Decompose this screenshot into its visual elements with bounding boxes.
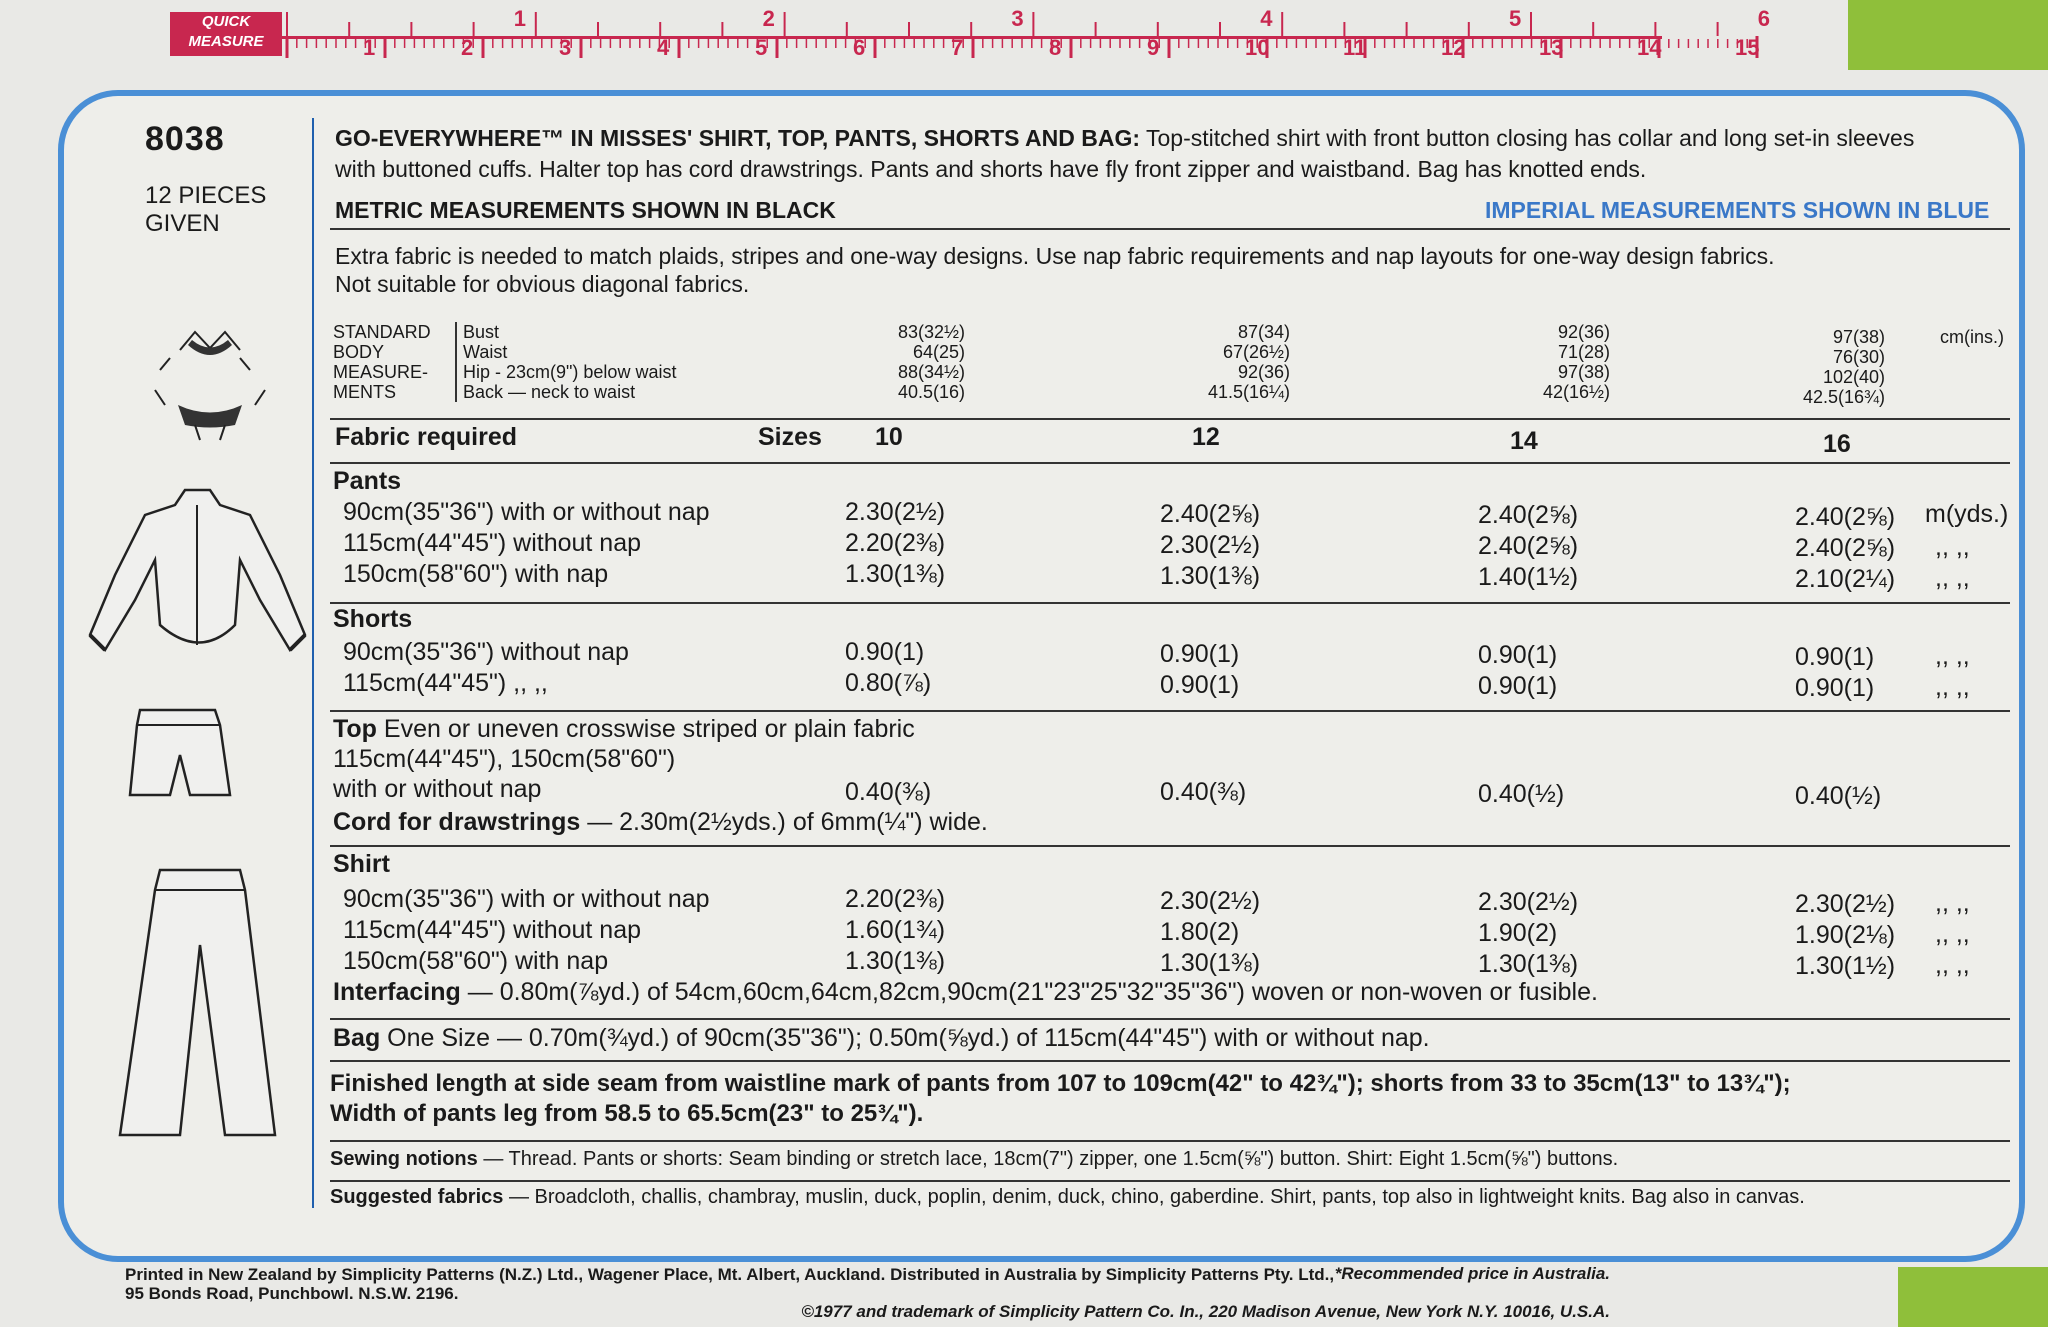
rule (330, 1060, 2010, 1062)
shirt-value: 1.80(2) (1160, 917, 1240, 946)
shorts-value: 0.90(1) (1478, 672, 1558, 700)
bm-value: 67(26½) (1222, 342, 1290, 362)
shirt-value: 1.30(1⅜) (845, 947, 946, 975)
shirt-ditto: ,, ,, (1935, 889, 1970, 917)
top-value-16: 0.40(½) (1795, 782, 1882, 810)
cord-line (333, 808, 988, 837)
shorts-value: 0.80(⅞) (845, 669, 932, 697)
bm-size16 (1760, 327, 1885, 407)
description (335, 125, 1914, 152)
imperial-note: IMPERIAL MEASUREMENTS SHOWN IN BLUE (1485, 197, 1990, 223)
pants-value: 2.10(2¼) (1795, 564, 1896, 593)
size-10-header: 10 (875, 423, 903, 451)
shorts-ditto: ,, ,, (1935, 673, 1970, 701)
pants-value: 2.30(2½) (845, 498, 946, 526)
interfacing-label: Interfacing (333, 978, 461, 1006)
body-measurement-rows (455, 322, 676, 402)
ruler-cm-number: 15 (1735, 35, 1760, 60)
bm-row-waist: Waist (463, 342, 508, 362)
metric-note: METRIC MEASUREMENTS SHOWN IN BLACK (335, 197, 836, 223)
notions-line (330, 1148, 1618, 1171)
ruler-inch-number: 4 (1260, 6, 1273, 31)
interfacing-line (333, 978, 1598, 1007)
pants-ditto: ,, ,, (1935, 533, 1970, 561)
shirt-title: Shirt (333, 850, 390, 878)
ruler-cm-number: 12 (1441, 35, 1466, 60)
shorts-value: 0.90(1) (1160, 670, 1240, 699)
pattern-title: GO-EVERYWHERE™ IN MISSES' SHIRT, TOP, PANTS, SHORTS AND BAG: (335, 125, 1141, 151)
shirt-value: 1.30(1½) (1795, 951, 1896, 980)
shirt-value: 2.20(2⅜) (845, 885, 946, 913)
ruler-cm-number: 6 (853, 35, 866, 60)
bm-value: 102(40) (1822, 367, 1885, 387)
top-title: Top (333, 715, 377, 743)
top-desc: Even or uneven crosswise striped or plain fabric (376, 715, 915, 743)
shorts-value: 0.90(1) (1478, 641, 1558, 669)
shorts-row-label: 90cm(35"36") without nap (343, 638, 629, 666)
pants-row-label: 115cm(44"45") without nap (343, 529, 642, 557)
divider-line (312, 118, 314, 1208)
shirt-row-label: 150cm(58"60") with nap (343, 947, 609, 975)
bm-value: 42.5(16¾) (1802, 387, 1885, 407)
ruler-cm-number: 14 (1637, 35, 1662, 60)
top-value-14: 0.40(½) (1478, 780, 1565, 808)
top-value-12: 0.40(⅜) (1160, 778, 1247, 806)
recommended-price: *Recommended price in Australia. (1334, 1264, 1610, 1283)
bm-label-3: MEASURE- (333, 362, 429, 382)
shirt-illustration (85, 485, 315, 665)
bag-title: Bag (333, 1024, 381, 1052)
ruler-inch-number: 1 (513, 6, 527, 31)
printer-line2: 95 Bonds Road, Punchbowl. N.S.W. 2196. (125, 1284, 459, 1303)
body-measurements-label (333, 322, 431, 402)
shirt-row-label: 90cm(35"36") with or without nap (343, 885, 710, 913)
notions-desc: — Thread. Pants or shorts: Seam binding or stretch lace, 18cm(7") zipper, one 1.5cm(⅝") button. Shirt: Eight 1.5cm(⅝") buttons. (477, 1148, 1619, 1170)
bm-value: 92(36) (1237, 362, 1290, 382)
ruler-cm-number: 2 (461, 35, 474, 60)
ruler-inch-number: 3 (1011, 6, 1024, 31)
shirt-value: 2.30(2½) (1478, 888, 1579, 916)
pants-value: 2.40(2⅝) (1160, 499, 1261, 528)
pants-value: 1.30(1⅜) (1160, 561, 1261, 590)
shirt-value: 1.30(1⅜) (1160, 948, 1261, 977)
ruler-cm-number: 4 (657, 35, 670, 60)
rule (330, 462, 2010, 464)
ruler-cm-number: 9 (1147, 35, 1160, 60)
bm-unit: cm(ins.) (1940, 327, 2004, 347)
pants-value: 2.20(2⅜) (845, 529, 946, 557)
ruler-badge (170, 12, 282, 56)
bm-value: 40.5(16) (897, 382, 965, 402)
shirt-value: 1.60(1¾) (845, 916, 946, 944)
bm-value: 92(36) (1557, 322, 1610, 342)
rule (330, 845, 2010, 847)
rule (330, 710, 2010, 712)
top-nap: with or without nap (333, 775, 542, 803)
size-12-header: 12 (1192, 423, 1220, 451)
notions-label: Sewing notions (330, 1148, 478, 1170)
ruler-inch-number: 2 (762, 6, 775, 31)
size-16-header: 16 (1823, 430, 1851, 458)
bm-value: 42(16½) (1542, 382, 1610, 402)
cord-desc: — 2.30m(2½yds.) of 6mm(¼") wide. (580, 808, 988, 836)
cord-label: Cord for drawstrings (333, 808, 581, 836)
top-heading (333, 715, 915, 744)
fabrics-line (330, 1186, 1805, 1209)
quick-measure-ruler (170, 8, 1770, 58)
size-14-header: 14 (1510, 427, 1538, 455)
fabrics-desc: — Broadcloth, challis, chambray, muslin, duck, poplin, denim, duck, chino, gaberdine. Shirt, pants, top also in lightweight knits. Bag also in canvas. (503, 1186, 1805, 1208)
pants-value: 2.40(2⅝) (1795, 502, 1896, 531)
bm-size10 (845, 322, 965, 402)
pants-row-label: 90cm(35"36") with or without nap (343, 498, 710, 526)
bm-row-back: Back — neck to waist (463, 382, 636, 402)
pants-value: 2.30(2½) (1160, 530, 1261, 559)
bm-row-bust: Bust (463, 322, 500, 342)
ruler-badge-line1: QUICK (201, 13, 251, 30)
pieces-line2: GIVEN (145, 210, 220, 237)
ruler-cm-number: 8 (1049, 35, 1062, 60)
pieces-given (145, 182, 266, 238)
fabric-note-line1: Extra fabric is needed to match plaids, stripes and one-way designs. Use nap fabric requirements and nap layouts for one-way design fabrics. (335, 243, 1775, 269)
shirt-ditto: ,, ,, (1935, 951, 1970, 979)
rule (330, 418, 2010, 420)
ruler-inch-number: 6 (1757, 6, 1771, 31)
top-widths: 115cm(44"45"), 150cm(58"60") (333, 745, 676, 773)
pants-value: 1.30(1⅜) (845, 560, 946, 588)
shirt-value: 1.90(2⅛) (1795, 920, 1896, 949)
ruler-cm-number: 13 (1539, 35, 1564, 60)
pants-ditto: ,, ,, (1935, 564, 1970, 592)
pants-value: 2.40(2⅝) (1478, 532, 1579, 560)
shorts-row-label: 115cm(44"45") ,, ,, (343, 669, 548, 697)
pants-value: 2.40(2⅝) (1795, 533, 1896, 562)
bm-label-4: MENTS (333, 382, 396, 402)
pieces-line1: 12 PIECES (145, 182, 267, 209)
bag-line (333, 1024, 1430, 1053)
fabric-required-header: Fabric required (335, 423, 517, 451)
halter-top-illustration (150, 310, 270, 450)
copyright-line: ©1977 and trademark of Simplicity Pattern Co. In., 220 Madison Avenue, New York N.Y. 10016, U.S.A. (801, 1302, 1610, 1321)
bm-value: 64(25) (912, 342, 965, 362)
bm-label-1: STANDARD (333, 322, 431, 342)
fabrics-label: Suggested fabrics (330, 1186, 504, 1208)
bm-value: 87(34) (1237, 322, 1290, 342)
description-line2: with buttoned cuffs. Halter top has cord drawstrings. Pants and shorts have fly front zipper and waistband. Bag has knotted ends. (335, 156, 1647, 182)
rule (330, 1018, 2010, 1020)
shirt-ditto: ,, ,, (1935, 920, 1970, 948)
shirt-value: 1.30(1⅜) (1478, 950, 1579, 978)
fabric-note-line2: Not suitable for obvious diagonal fabrics. (335, 271, 750, 297)
copyright-info (650, 1264, 1610, 1321)
bm-row-hip: Hip - 23cm(9") below waist (463, 362, 677, 382)
ruler-cm-number: 11 (1343, 35, 1367, 60)
shorts-value: 0.90(1) (1160, 639, 1240, 668)
printer-line1: Printed in New Zealand by Simplicity Patterns (N.Z.) Ltd., Wagener Place, Mt. Albert, Auckland. Distributed in Australia by Simplicity Patterns Pty. Ltd., (125, 1265, 1335, 1284)
pants-value: 2.40(2⅝) (1478, 501, 1579, 529)
ruler-badge-line2: MEASURE (188, 33, 264, 50)
interfacing-desc: — 0.80m(⅞yd.) of 54cm,60cm,64cm,82cm,90cm(21"23"25"32"35"36") woven or non-woven or fusible. (460, 978, 1598, 1006)
green-corner (1848, 0, 2048, 70)
bm-size12 (1160, 322, 1290, 402)
ruler-cm-number: 7 (951, 35, 964, 60)
finished-length: Finished length at side seam from waistline mark of pants from 107 to 109cm(42" to 42¾"); shorts from 33 to 35cm(13" to 13¾"); (330, 1070, 1791, 1097)
ruler-cm-number: 10 (1245, 35, 1270, 60)
bm-value: 71(28) (1557, 342, 1610, 362)
ruler-cm-number: 3 (559, 35, 572, 60)
bm-value: 41.5(16¼) (1207, 382, 1290, 402)
pants-illustration (115, 865, 285, 1140)
shirt-value: 1.90(2) (1478, 919, 1558, 947)
bm-value: 97(38) (1832, 327, 1885, 347)
unit-label: m(yds.) (1925, 500, 2009, 528)
shorts-illustration (125, 705, 235, 805)
ruler-inch-number: 5 (1509, 6, 1522, 31)
bag-desc: One Size — 0.70m(¾yd.) of 90cm(35"36"); 0.50m(⅝yd.) of 115cm(44"45") with or without nap. (380, 1024, 1430, 1052)
ruler-cm-number: 5 (755, 35, 768, 60)
green-corner-bottom (1898, 1267, 2048, 1327)
bm-value: 76(30) (1832, 347, 1885, 367)
pants-row-label: 150cm(58"60") with nap (343, 560, 609, 588)
pants-width: Width of pants leg from 58.5 to 65.5cm(23" to 25¾"). (330, 1100, 924, 1127)
shorts-value: 0.90(1) (1795, 642, 1875, 671)
shirt-row-label: 115cm(44"45") without nap (343, 916, 642, 944)
bm-label-2: BODY (333, 342, 385, 362)
bm-size14 (1490, 322, 1610, 402)
shorts-ditto: ,, ,, (1935, 642, 1970, 670)
pants-title: Pants (333, 467, 402, 495)
shirt-value: 2.30(2½) (1160, 886, 1261, 915)
rule (330, 1140, 2010, 1142)
rule (330, 1180, 2010, 1182)
sizes-label: Sizes (758, 423, 822, 451)
ruler-cm-number: 1 (363, 35, 376, 60)
rule (330, 228, 2010, 230)
description-line1: Top-stitched shirt with front button closing has collar and long set-in sleeves (1140, 125, 1915, 151)
bm-value: 83(32½) (897, 322, 965, 342)
bm-value: 88(34½) (897, 362, 965, 382)
pants-value: 1.40(1½) (1478, 563, 1579, 591)
pattern-number: 8038 (145, 120, 225, 158)
shorts-value: 0.90(1) (845, 638, 925, 666)
bm-value: 97(38) (1557, 362, 1610, 382)
top-value-10: 0.40(⅜) (845, 778, 932, 806)
shorts-title: Shorts (333, 605, 413, 633)
shorts-value: 0.90(1) (1795, 673, 1875, 702)
shirt-value: 2.30(2½) (1795, 889, 1896, 918)
rule (330, 602, 2010, 604)
